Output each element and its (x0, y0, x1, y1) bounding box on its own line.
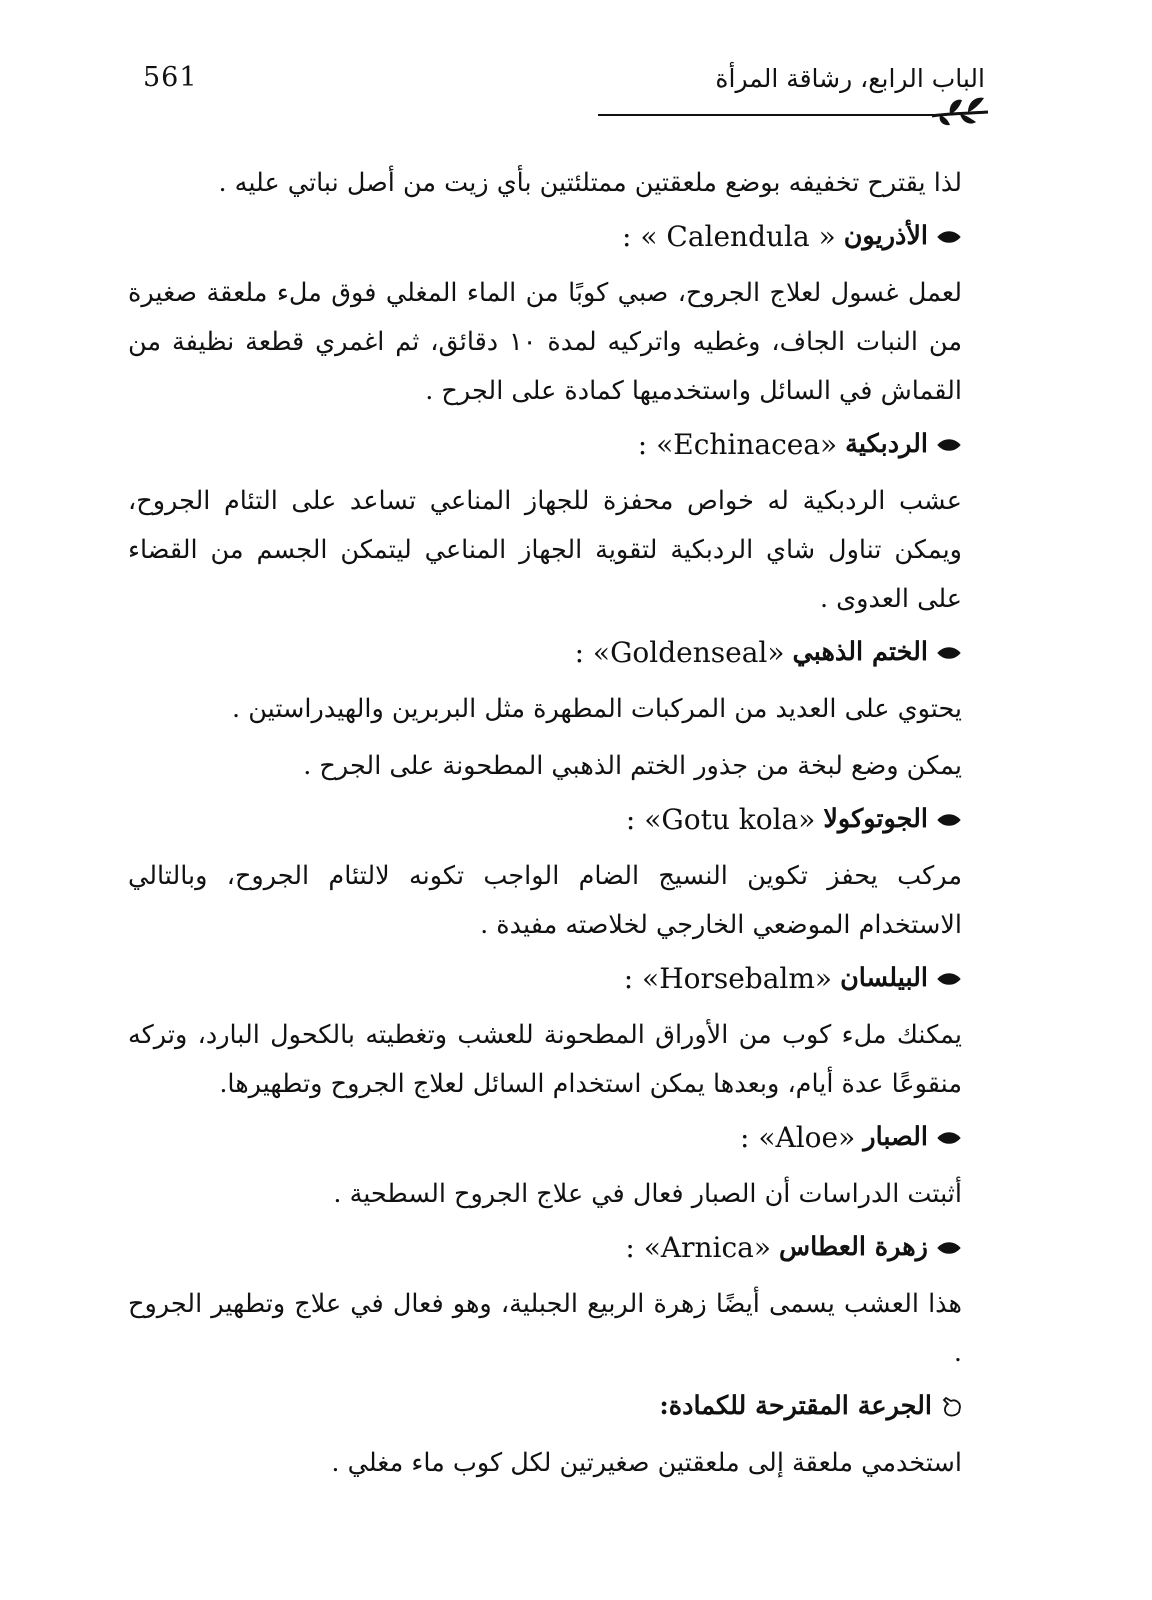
section-title: الردبكية (845, 429, 928, 459)
running-header: الباب الرابع، رشاقة المرأة (715, 64, 985, 93)
dose-title: الجرعة المقترحة للكمادة: (659, 1391, 932, 1421)
leaf-icon (936, 1129, 962, 1147)
section-heading-aloe (128, 1113, 1000, 1162)
section-heading-echinacea (128, 420, 1000, 469)
section-body: مركب يحفز تكوين النسيج الضام الواجب تكونه لالتئام الجروح، وبالتالي الاستخدام الموضعي الخارجي لخلاصته مفيدة . (128, 861, 962, 940)
section-latin-name: «Aloe» : (740, 1121, 856, 1154)
section-heading-horsebalm (128, 954, 1000, 1003)
section-body: يحتوي على العديد من المركبات المطهرة مثل البربرين والهيدراستين . (232, 694, 962, 724)
section-heading-calendula (128, 212, 1000, 261)
section-latin-name: «Arnica» : (625, 1231, 771, 1264)
section-heading-arnica (128, 1223, 1000, 1272)
section-body: أثبتت الدراسات أن الصبار فعال في علاج الجروح السطحية . (333, 1179, 962, 1209)
section-body: لعمل غسول لعلاج الجروح، صبي كوبًا من الماء المغلي فوق ملء ملعقة صغيرة من النبات الجاف، وغطيه واتركيه لمدة ١٠ دقائق، ثم اغمري قطعة نظيفة من القماش في السائل واستخدميها كمادة على الجرح . (128, 278, 962, 406)
section-body: يمكنك ملء كوب من الأوراق المطحونة للعشب وتغطيته بالكحول البارد، وتركه منقوعًا عدة أيام، وبعدها يمكن استخدام السائل لعلاج الجروح وتطهيرها. (128, 1020, 962, 1099)
section-body-second: يمكن وضع لبخة من جذور الختم الذهبي المطحونة على الجرح . (303, 751, 962, 781)
section-heading-goldenseal (128, 628, 1000, 677)
section-body: عشب الردبكية له خواص محفزة للجهاز المناعي تساعد على التئام الجروح، ويمكن تناول شاي الردبكية لتقوية الجهاز المناعي ليتمكن الجسم من القضاء على العدوى . (128, 486, 962, 614)
leaf-icon (936, 970, 962, 988)
page-number: 561 (143, 62, 198, 93)
section-title: زهرة العطاس (778, 1232, 928, 1262)
leaf-icon (936, 811, 962, 829)
section-latin-name: «Goldenseal» : (574, 636, 785, 669)
section-latin-name: «Horsebalm» : (623, 962, 833, 995)
section-title: الصبار (863, 1122, 928, 1152)
leaf-icon (936, 1239, 962, 1257)
section-title: الجوتوكولا (823, 804, 928, 834)
section-latin-name: «Gotu kola» : (625, 803, 816, 836)
leaf-icon (936, 228, 962, 246)
dose-heading (128, 1382, 1000, 1431)
section-title: الختم الذهبي (792, 637, 928, 667)
header-rule (598, 114, 936, 116)
section-latin-name: « Calendula » : (622, 220, 836, 253)
section-title: الأذريون (843, 221, 928, 251)
intro-paragraph: لذا يقترح تخفيفه بوضع ملعقتين ممتلئتين بأي زيت من أصل نباتي عليه . (218, 168, 962, 198)
section-latin-name: «Echinacea» : (637, 428, 838, 461)
section-heading-gotu-kola (128, 795, 1000, 844)
dose-body: استخدمي ملعقة إلى ملعقتين صغيرتين لكل كوب ماء مغلي . (331, 1448, 962, 1478)
leaf-icon (936, 644, 962, 662)
leaf-ornament-icon (930, 92, 990, 132)
hand-icon (940, 1396, 962, 1418)
leaf-icon (936, 436, 962, 454)
page-body (128, 155, 1000, 1492)
section-title: البيلسان (840, 963, 928, 993)
section-body: هذا العشب يسمى أيضًا زهرة الربيع الجبلية، وهو فعال في علاج وتطهير الجروح . (128, 1289, 962, 1368)
